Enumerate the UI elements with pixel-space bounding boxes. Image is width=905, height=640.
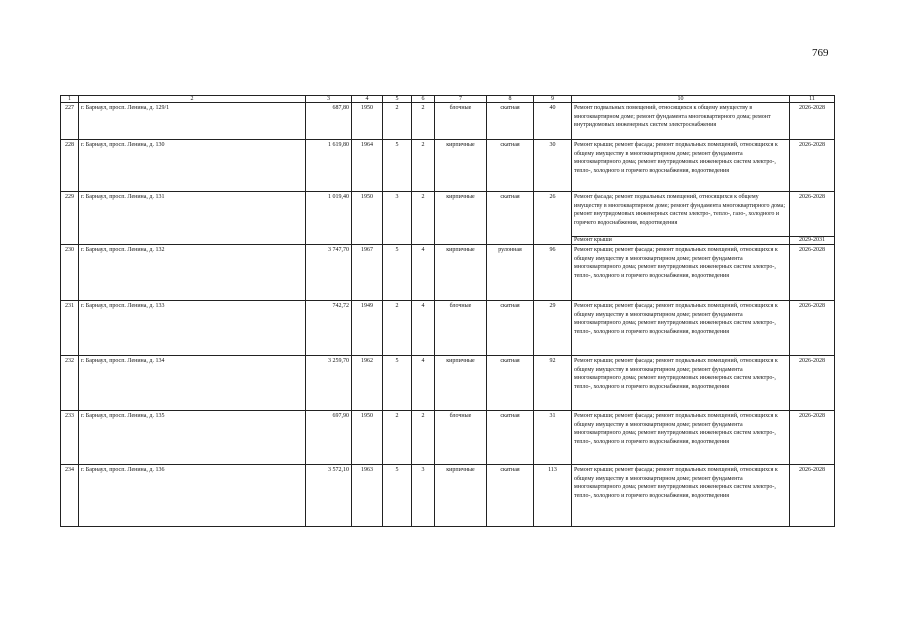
period-cell: 2026-2028 <box>790 140 835 192</box>
roof-cell: скатная <box>487 103 534 140</box>
floors-cell: 2 <box>383 103 412 140</box>
column-number: 9 <box>534 96 572 103</box>
walls-cell: кирпичные <box>435 356 487 411</box>
area-cell: 3 259,70 <box>306 356 352 411</box>
entrances-cell: 2 <box>412 140 435 192</box>
year-cell: 1962 <box>352 356 383 411</box>
address-cell: г. Барнаул, просп. Ленина, д. 134 <box>79 356 306 411</box>
entrances-cell: 2 <box>412 411 435 465</box>
walls-cell: кирпичные <box>435 140 487 192</box>
period-cell: 2026-2028 <box>790 356 835 411</box>
area-cell: 742,72 <box>306 301 352 356</box>
roof-cell: скатная <box>487 140 534 192</box>
year-cell: 1950 <box>352 192 383 245</box>
area-cell: 1 619,80 <box>306 140 352 192</box>
period-cell: 2026-2028 <box>790 245 835 301</box>
row-number: 227 <box>61 103 79 140</box>
walls-cell: кирпичные <box>435 192 487 245</box>
row-number: 233 <box>61 411 79 465</box>
table-row <box>61 356 835 411</box>
address-cell: г. Барнаул, просп. Ленина, д. 133 <box>79 301 306 356</box>
row-number: 229 <box>61 192 79 245</box>
address-cell: г. Барнаул, просп. Ленина, д. 129/1 <box>79 103 306 140</box>
row-number: 228 <box>61 140 79 192</box>
year-cell: 1950 <box>352 103 383 140</box>
roof-cell: скатная <box>487 301 534 356</box>
percent-cell: 92 <box>534 356 572 411</box>
roof-cell: скатная <box>487 192 534 245</box>
area-cell: 687,80 <box>306 103 352 140</box>
entrances-cell: 4 <box>412 356 435 411</box>
percent-cell: 113 <box>534 465 572 527</box>
area-cell: 3 747,70 <box>306 245 352 301</box>
page-number: 769 <box>812 47 829 59</box>
roof-cell: скатная <box>487 465 534 527</box>
walls-cell: блочные <box>435 411 487 465</box>
area-cell: 697,90 <box>306 411 352 465</box>
works-cell: Ремонт крыши; ремонт фасада; ремонт подвальных помещений, относящихся к общему имуществу в многоквартирном доме; ремонт фундамента многоквартирного дома; ремонт внутридомовых инженерных систем электро-, тепло-, холодного и горячего водоснабжения, водоотведения <box>572 356 790 411</box>
works-cell: Ремонт крыши; ремонт фасада; ремонт подвальных помещений, относящихся к общему имуществу в многоквартирном доме; ремонт фундамента многоквартирного дома; ремонт внутридомовых инженерных систем электро-, тепло-, холодного и горячего водоснабжения, водоотведения <box>572 411 790 465</box>
percent-cell: 96 <box>534 245 572 301</box>
row-number: 230 <box>61 245 79 301</box>
address-cell: г. Барнаул, просп. Ленина, д. 130 <box>79 140 306 192</box>
floors-cell: 5 <box>383 140 412 192</box>
table-row <box>61 301 835 356</box>
column-number: 10 <box>572 96 790 103</box>
entrances-cell: 2 <box>412 192 435 245</box>
address-cell: г. Барнаул, просп. Ленина, д. 131 <box>79 192 306 245</box>
column-number: 4 <box>352 96 383 103</box>
walls-cell: блочные <box>435 103 487 140</box>
percent-cell: 31 <box>534 411 572 465</box>
roof-cell: скатная <box>487 356 534 411</box>
works-cell: Ремонт крыши; ремонт фасада; ремонт подвальных помещений, относящихся к общему имуществу в многоквартирном доме; ремонт фундамента многоквартирного дома; ремонт внутридомовых инженерных систем электро-, тепло-, холодного и горячего водоснабжения, водоотведения <box>572 301 790 356</box>
column-number: 7 <box>435 96 487 103</box>
walls-cell: кирпичные <box>435 245 487 301</box>
percent-cell: 30 <box>534 140 572 192</box>
column-number: 5 <box>383 96 412 103</box>
walls-cell: кирпичные <box>435 465 487 527</box>
percent-cell: 26 <box>534 192 572 245</box>
column-number: 3 <box>306 96 352 103</box>
column-number: 11 <box>790 96 835 103</box>
floors-cell: 3 <box>383 192 412 245</box>
address-cell: г. Барнаул, просп. Ленина, д. 136 <box>79 465 306 527</box>
row-number: 234 <box>61 465 79 527</box>
year-cell: 1949 <box>352 301 383 356</box>
column-number-row <box>61 96 835 103</box>
entrances-cell: 2 <box>412 103 435 140</box>
table-row <box>61 103 835 140</box>
floors-cell: 5 <box>383 356 412 411</box>
roof-cell: рулонная <box>487 245 534 301</box>
table-row <box>61 245 835 301</box>
works-cell: Ремонт крыши; ремонт фасада; ремонт подвальных помещений, относящихся к общему имуществу в многоквартирном доме; ремонт фундамента многоквартирного дома; ремонт внутридомовых инженерных систем электро-, тепло-, холодного и горячего водоснабжения, водоотведения <box>572 140 790 192</box>
entrances-cell: 4 <box>412 245 435 301</box>
period-cell: 2029-2031 <box>790 237 835 245</box>
year-cell: 1964 <box>352 140 383 192</box>
area-cell: 1 019,40 <box>306 192 352 245</box>
table-row <box>61 411 835 465</box>
entrances-cell: 3 <box>412 465 435 527</box>
works-cell: Ремонт крыши; ремонт фасада; ремонт подвальных помещений, относящихся к общему имуществу в многоквартирном доме; ремонт фундамента многоквартирного дома; ремонт внутридомовых инженерных систем электро-, тепло-, холодного и горячего водоснабжения, водоотведения <box>572 245 790 301</box>
period-cell: 2026-2028 <box>790 411 835 465</box>
walls-cell: блочные <box>435 301 487 356</box>
period-cell: 2026-2028 <box>790 301 835 356</box>
works-cell: Ремонт крыши; ремонт фасада; ремонт подвальных помещений, относящихся к общему имуществу в многоквартирном доме; ремонт фундамента многоквартирного дома; ремонт внутридомовых инженерных систем электро-, тепло-, холодного и горячего водоснабжения, водоотведения <box>572 465 790 527</box>
row-number: 231 <box>61 301 79 356</box>
works-cell: Ремонт подвальных помещений, относящихся к общему имуществу в многоквартирном доме; ремонт фундамента многоквартирного дома; ремонт внутридомовых инженерных систем электроснабжения <box>572 103 790 140</box>
table-row <box>61 192 835 237</box>
works-cell: Ремонт крыши <box>572 237 790 245</box>
year-cell: 1963 <box>352 465 383 527</box>
works-cell: Ремонт фасада; ремонт подвальных помещений, относящихся к общему имуществу в многоквартирном доме; ремонт фундамента многоквартирного дома; ремонт внутридомовых инженерных систем электро-, тепло-, газо-, холодного и горячего водоснабжения, водоотведения <box>572 192 790 237</box>
floors-cell: 5 <box>383 465 412 527</box>
address-cell: г. Барнаул, просп. Ленина, д. 132 <box>79 245 306 301</box>
column-number: 1 <box>61 96 79 103</box>
entrances-cell: 4 <box>412 301 435 356</box>
area-cell: 3 572,10 <box>306 465 352 527</box>
table-row <box>61 140 835 192</box>
table-row <box>61 465 835 527</box>
percent-cell: 29 <box>534 301 572 356</box>
column-number: 2 <box>79 96 306 103</box>
column-number: 8 <box>487 96 534 103</box>
floors-cell: 2 <box>383 411 412 465</box>
address-cell: г. Барнаул, просп. Ленина, д. 135 <box>79 411 306 465</box>
period-cell: 2026-2028 <box>790 192 835 237</box>
period-cell: 2026-2028 <box>790 103 835 140</box>
period-cell: 2026-2028 <box>790 465 835 527</box>
roof-cell: скатная <box>487 411 534 465</box>
row-number: 232 <box>61 356 79 411</box>
housing-repair-table <box>60 95 835 527</box>
column-number: 6 <box>412 96 435 103</box>
percent-cell: 40 <box>534 103 572 140</box>
floors-cell: 2 <box>383 301 412 356</box>
year-cell: 1950 <box>352 411 383 465</box>
floors-cell: 5 <box>383 245 412 301</box>
year-cell: 1967 <box>352 245 383 301</box>
